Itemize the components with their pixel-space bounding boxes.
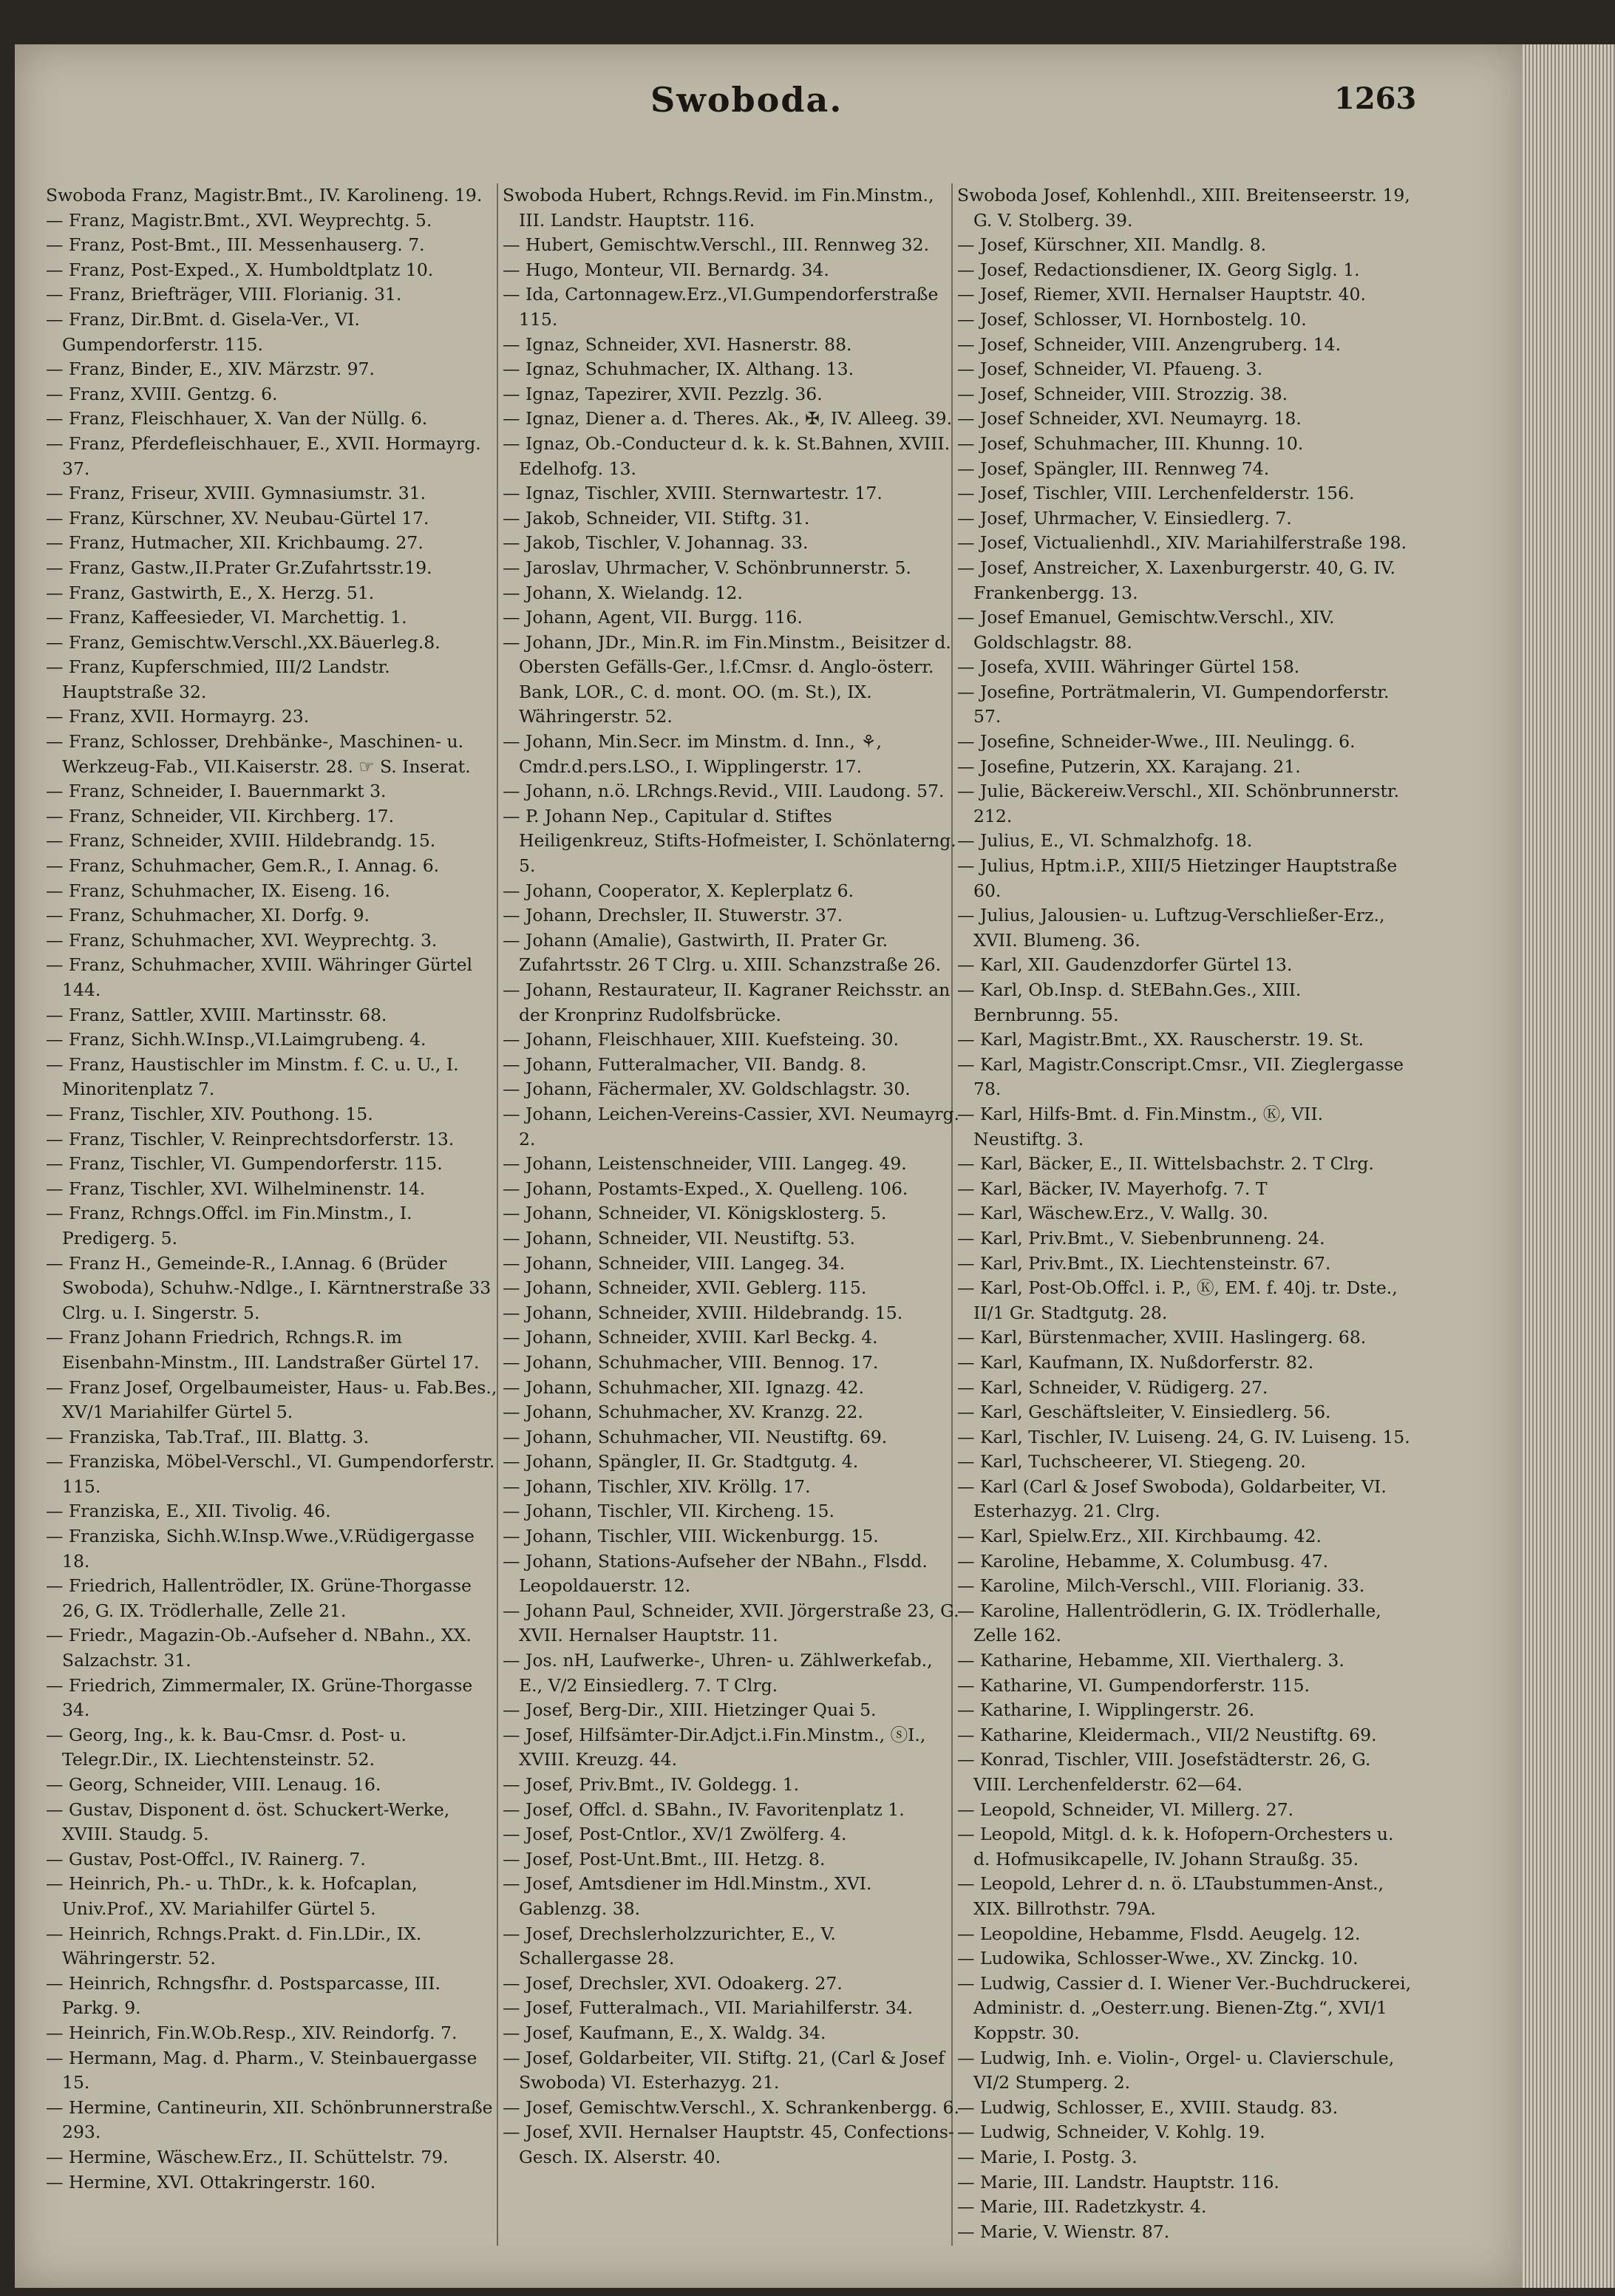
directory-entry: — Franz, Tischler, VI. Gumpendorferstr. 115. <box>46 1153 443 1175</box>
directory-entry: — Leopold, Schneider, VI. Millerg. 27. <box>957 1799 1294 1820</box>
directory-entry: — Ignaz, Diener a. d. Theres. Ak., ✠, IV. Alleeg. 39. <box>503 408 953 429</box>
directory-entry: — Ignaz, Schneider, XVI. Hasnerstr. 88. <box>503 333 852 355</box>
directory-entry: — Karl, Magistr.Bmt., XX. Rauscherstr. 19. St. <box>957 1029 1364 1050</box>
directory-entry: — Josef, Uhrmacher, V. Einsiedlerg. 7. <box>957 507 1292 529</box>
directory-entry: — Josef, Kürschner, XII. Mandlg. 8. <box>957 234 1267 256</box>
directory-entry: — Johann, Schneider, VI. Königsklosterg. 5. <box>503 1203 887 1224</box>
directory-entry: Swoboda Hubert, Rchngs.Revid. im Fin.Minstm., III. Landstr. Hauptstr. 116. <box>503 185 934 231</box>
directory-entry: — Ignaz, Tapezirer, XVII. Pezzlg. 36. <box>503 383 823 404</box>
directory-entry: — Franz, Rchngs.Offcl. im Fin.Minstm., I. Predigerg. 5. <box>46 1203 412 1249</box>
directory-entry: — Franz, Kürschner, XV. Neubau-Gürtel 17. <box>46 507 429 529</box>
directory-entry: — Josef, Drechslerholzzurichter, E., V. Schallergasse 28. <box>503 1923 836 1969</box>
directory-entry: — Johann, Tischler, VII. Kircheng. 15. <box>503 1501 834 1522</box>
directory-entry: — Johann, Schneider, XVIII. Hildebrandg. 15. <box>503 1302 903 1323</box>
directory-entry: — Johann, Tischler, XIV. Kröllg. 17. <box>503 1475 811 1497</box>
directory-entry: — Josef, XVII. Hernalser Hauptstr. 45, Confections-Gesch. IX. Alserstr. 40. <box>503 2122 954 2167</box>
directory-entry: — Karl, Wäschew.Erz., V. Wallg. 30. <box>957 1203 1268 1224</box>
directory-entry: — Josefine, Porträtmalerin, VI. Gumpendorferstr. 57. <box>957 681 1390 727</box>
directory-entry: — Franz, XVIII. Gentzg. 6. <box>46 383 278 404</box>
directory-entry: — Ludowika, Schlosser-Wwe., XV. Zinckg. 10. <box>957 1948 1359 1969</box>
directory-entry: — Franz, Fleischhauer, X. Van der Nüllg. 6. <box>46 408 428 429</box>
directory-entry: — Friedr., Magazin-Ob.-Aufseher d. NBahn., XX. Salzachstr. 31. <box>46 1625 472 1671</box>
directory-entry: — Karoline, Milch-Verschl., VIII. Florianig. 33. <box>957 1575 1365 1597</box>
directory-entry: — Friedrich, Zimmermaler, IX. Grüne-Thorgasse 34. <box>46 1674 473 1721</box>
directory-entry: — Josef, Berg-Dir., XIII. Hietzinger Quai 5. <box>503 1699 877 1721</box>
directory-entry: — Franz, Schuhmacher, Gem.R., I. Annag. 6. <box>46 855 440 877</box>
directory-entry: — Franz, Schuhmacher, XI. Dorfg. 9. <box>46 905 370 926</box>
directory-entry: — Franz, Hutmacher, XII. Krichbaumg. 27. <box>46 532 424 554</box>
directory-entry: — Franz, Sichh.W.Insp.,VI.Laimgrubeng. 4. <box>46 1029 426 1050</box>
directory-entry: — Josef, Priv.Bmt., IV. Goldegg. 1. <box>503 1774 800 1795</box>
directory-entry: — Jakob, Schneider, VII. Stiftg. 31. <box>503 507 810 529</box>
directory-entry: — Franz, Briefträger, VIII. Florianig. 31. <box>46 284 402 305</box>
directory-entry: — Ludwig, Inh. e. Violin-, Orgel- u. Clavierschule, VI/2 Stumperg. 2. <box>957 2047 1395 2093</box>
directory-entry: — Franziska, Tab.Traf., III. Blattg. 3. <box>46 1426 370 1447</box>
directory-entry: — Franz, Sattler, XVIII. Martinsstr. 68. <box>46 1004 387 1025</box>
directory-entry: — Josef, Amtsdiener im Hdl.Minstm., XVI. Gablenzg. 38. <box>503 1873 872 1919</box>
directory-entry: — Johann, Schuhmacher, XV. Kranzg. 22. <box>503 1402 863 1423</box>
directory-entry: — Marie, I. Postg. 3. <box>957 2146 1138 2167</box>
column-3 <box>957 183 1414 2244</box>
directory-entry: — Karl, Bäcker, IV. Mayerhofg. 7. T <box>957 1178 1268 1199</box>
directory-entry: — Franziska, Möbel-Verschl., VI. Gumpendorferstr. 115. <box>46 1451 495 1497</box>
directory-entry: — Johann, Min.Secr. im Minstm. d. Inn., ⚘, Cmdr.d.pers.LSO., I. Wipplingerstr. 17. <box>503 731 883 777</box>
directory-entry: — Franz, Haustischler im Minstm. f. C. u. U., I. Minoritenplatz 7. <box>46 1053 459 1100</box>
directory-entry: — Franz, Gemischtw.Verschl.,XX.Bäuerleg.8. <box>46 631 441 653</box>
column-2 <box>503 183 959 2170</box>
directory-entry: — Franz, Post-Bmt., III. Messenhauserg. 7. <box>46 234 425 256</box>
directory-entry: — Johann, Schneider, XVIII. Karl Beckg. 4. <box>503 1327 878 1348</box>
directory-entry: — Julius, Jalousien- u. Luftzug-Verschließer-Erz., XVII. Blumeng. 36. <box>957 905 1385 951</box>
directory-entry: — Karl, Hilfs-Bmt. d. Fin.Minstm., Ⓚ, VII. Neustiftg. 3. <box>957 1103 1324 1149</box>
directory-entry: — Johann, Leichen-Vereins-Cassier, XVI. Neumayrg. 2. <box>503 1103 959 1149</box>
directory-entry: — Franz, Kaffeesieder, VI. Marchettig. 1. <box>46 607 407 628</box>
directory-entry: — Josef, Anstreicher, X. Laxenburgerstr. 40, G. IV. Frankenbergg. 13. <box>957 557 1395 603</box>
directory-entry: — Karl, Geschäftsleiter, V. Einsiedlerg. 56. <box>957 1402 1331 1423</box>
directory-entry: — Franz H., Gemeinde-R., I.Annag. 6 (Brüder Swoboda), Schuhw.-Ndlge., I. Kärntnerstraße 33 Clrg. u. I. Singerstr. 5. <box>46 1252 492 1323</box>
directory-entry: — Josef, Tischler, VIII. Lerchenfelderstr. 156. <box>957 483 1355 504</box>
directory-entry: — Franz, Schuhmacher, XVIII. Währinger Gürtel 144. <box>46 954 473 1000</box>
page-title: Swoboda. <box>650 80 843 120</box>
page-stack-edge <box>1523 44 1615 2288</box>
directory-entry: — Leopoldine, Hebamme, Flsdd. Aeugelg. 12. <box>957 1923 1361 1944</box>
directory-entry: — Johann, Schuhmacher, XII. Ignazg. 42. <box>503 1376 865 1398</box>
directory-entry: — Josefine, Schneider-Wwe., III. Neulingg. 6. <box>957 731 1356 753</box>
directory-entry: — Heinrich, Rchngsfhr. d. Postsparcasse, III. Parkg. 9. <box>46 1972 441 2019</box>
directory-entry: — Johann, n.ö. LRchngs.Revid., VIII. Laudong. 57. <box>503 781 945 802</box>
directory-entry: — Josef, Schuhmacher, III. Khunng. 10. <box>957 432 1304 454</box>
directory-entry: — Franz, Gastwirth, E., X. Herzg. 51. <box>46 582 375 603</box>
directory-entry: — Josef, Offcl. d. SBahn., IV. Favoritenplatz 1. <box>503 1799 905 1820</box>
directory-entry: — Ida, Cartonnagew.Erz.,VI.Gumpendorferstraße 115. <box>503 284 939 330</box>
directory-entry: — Karl, Bäcker, E., II. Wittelsbachstr. 2. T Clrg. <box>957 1153 1374 1175</box>
directory-entry: — Katharine, Hebamme, XII. Vierthalerg. 3. <box>957 1650 1344 1671</box>
directory-entry: — Josef Schneider, XVI. Neumayrg. 18. <box>957 408 1302 429</box>
directory-entry: — Hermann, Mag. d. Pharm., V. Steinbauergasse 15. <box>46 2047 477 2093</box>
directory-entry: — Karl, Magistr.Conscript.Cmsr., VII. Zieglergasse 78. <box>957 1053 1404 1100</box>
directory-entry: — Johann, Cooperator, X. Keplerplatz 6. <box>503 880 854 901</box>
directory-entry: — Georg, Schneider, VIII. Lenaug. 16. <box>46 1774 381 1795</box>
directory-entry: — Karl (Carl & Josef Swoboda), Goldarbeiter, VI. Esterhazyg. 21. Clrg. <box>957 1475 1387 1522</box>
directory-entry: — Johann, Leistenschneider, VIII. Langeg. 49. <box>503 1153 907 1175</box>
directory-entry: — Jaroslav, Uhrmacher, V. Schönbrunnerstr. 5. <box>503 557 911 578</box>
directory-entry: — Franz Johann Friedrich, Rchngs.R. im Eisenbahn-Minstm., III. Landstraßer Gürtel 17. <box>46 1327 480 1373</box>
directory-entry: — Franz, Tischler, XIV. Pouthong. 15. <box>46 1103 373 1124</box>
directory-entry: — Julie, Bäckereiw.Verschl., XII. Schönbrunnerstr. 212. <box>957 781 1400 826</box>
directory-entry: — Franz, Binder, E., XIV. Märzstr. 97. <box>46 359 375 380</box>
directory-entry: — Marie, V. Wienstr. 87. <box>957 2221 1170 2242</box>
directory-entry: — Franz, Tischler, V. Reinprechtsdorferstr. 13. <box>46 1128 455 1149</box>
directory-entry: — Franziska, Sichh.W.Insp.Wwe.,V.Rüdigergasse 18. <box>46 1526 475 1572</box>
directory-entry: — Ludwig, Schneider, V. Kohlg. 19. <box>957 2122 1265 2143</box>
directory-entry: — Josef, Post-Cntlor., XV/1 Zwölferg. 4. <box>503 1824 847 1845</box>
directory-entry: — Ignaz, Ob.-Conducteur d. k. k. St.Bahnen, XVIII. Edelhofg. 13. <box>503 432 951 479</box>
directory-entry: — Johann, X. Wielandg. 12. <box>503 582 743 603</box>
directory-entry: — Heinrich, Rchngs.Prakt. d. Fin.LDir., IX. Währingerstr. 52. <box>46 1923 422 1969</box>
directory-entry: — Johann, Fleischhauer, XIII. Kuefsteing. 30. <box>503 1029 899 1050</box>
directory-entry: — Ludwig, Schlosser, E., XVIII. Staudg. 83. <box>957 2096 1339 2118</box>
directory-entry: — Julius, Hptm.i.P., XIII/5 Hietzinger Hauptstraße 60. <box>957 855 1398 901</box>
directory-entry: — Franz, Schlosser, Drehbänke-, Maschinen- u. Werkzeug-Fab., VII.Kaiserstr. 28. ☞ S. Inserat. <box>46 731 471 777</box>
directory-entry: — Franz, Magistr.Bmt., XVI. Weyprechtg. 5. <box>46 209 432 231</box>
directory-entry: — Franz, Kupferschmied, III/2 Landstr. Hauptstraße 32. <box>46 656 390 702</box>
directory-entry: — Georg, Ing., k. k. Bau-Cmsr. d. Post- u. Telegr.Dir., IX. Liechtensteinstr. 52. <box>46 1724 407 1770</box>
directory-entry: Swoboda Franz, Magistr.Bmt., IV. Karolineng. 19. <box>46 185 483 206</box>
directory-entry: — Josef, Gemischtw.Verschl., X. Schrankenbergg. 6. <box>503 2096 959 2118</box>
directory-entry: — Josef, Schneider, VIII. Anzengruberg. 14. <box>957 333 1342 355</box>
directory-entry: — Johann, Futteralmacher, VII. Bandg. 8. <box>503 1053 867 1075</box>
directory-entry: — Katharine, VI. Gumpendorferstr. 115. <box>957 1674 1310 1696</box>
directory-entry: — Johann, Postamts-Exped., X. Quelleng. 106. <box>503 1178 908 1199</box>
directory-entry: — Hubert, Gemischtw.Verschl., III. Rennweg 32. <box>503 234 930 256</box>
directory-entry: — Ignaz, Tischler, XVIII. Sternwartestr. 17. <box>503 483 883 504</box>
directory-entry: — Franz, Dir.Bmt. d. Gisela-Ver., VI. Gumpendorferstr. 115. <box>46 308 360 355</box>
directory-entry: — Karl, Post-Ob.Offcl. i. P., Ⓚ, EM. f. 40j. tr. Dste., II/1 Gr. Stadtgutg. 28. <box>957 1277 1398 1323</box>
directory-entry: — Johann, Spängler, II. Gr. Stadtgutg. 4. <box>503 1451 859 1473</box>
directory-entry: — Josef, Drechsler, XVI. Odoakerg. 27. <box>503 1972 843 1994</box>
directory-entry: — P. Johann Nep., Capitular d. Stiftes Heiligenkreuz, Stifts-Hofmeister, I. Schönlaterng. 5. <box>503 805 956 877</box>
directory-entry: — Hermine, Cantineurin, XII. Schönbrunnerstraße 293. <box>46 2096 493 2143</box>
directory-entry: — Josef, Schlosser, VI. Hornbostelg. 10. <box>957 308 1307 330</box>
directory-entry: — Johann (Amalie), Gastwirth, II. Prater Gr. Zufahrtsstr. 26 T Clrg. u. XIII. Schanzstraße 26. <box>503 929 942 976</box>
directory-entry: — Franz, Schuhmacher, XVI. Weyprechtg. 3. <box>46 929 438 951</box>
directory-entry: — Franz, Schneider, VII. Kirchberg. 17. <box>46 805 395 826</box>
directory-entry: — Karl, Priv.Bmt., V. Siebenbrunneng. 24. <box>957 1227 1325 1249</box>
directory-entry: — Josef, Riemer, XVII. Hernalser Hauptstr. 40. <box>957 284 1366 305</box>
directory-entry: — Franz, Tischler, XVI. Wilhelminenstr. 14. <box>46 1178 426 1199</box>
directory-entry: — Johann, Tischler, VIII. Wickenburgg. 15. <box>503 1526 879 1547</box>
directory-entry: — Josef, Spängler, III. Rennweg 74. <box>957 458 1270 479</box>
directory-entry: — Josef, Victualienhdl., XIV. Mariahilferstraße 198. <box>957 532 1407 554</box>
directory-entry: — Johann Paul, Schneider, XVII. Jörgerstraße 23, G. XVII. Hernalser Hauptstr. 11. <box>503 1600 959 1646</box>
directory-entry: — Karl, Tischler, IV. Luiseng. 24, G. IV. Luiseng. 15. <box>957 1426 1410 1447</box>
directory-entry: — Karoline, Hallentrödlerin, G. IX. Trödlerhalle, Zelle 162. <box>957 1600 1381 1646</box>
directory-entry: — Leopold, Mitgl. d. k. k. Hofopern-Orchesters u. d. Hofmusikcapelle, IV. Johann Straußg. 35. <box>957 1824 1394 1869</box>
directory-entry: — Franz, Pferdefleischhauer, E., XVII. Hormayrg. 37. <box>46 432 481 479</box>
directory-entry: — Jakob, Tischler, V. Johannag. 33. <box>503 532 809 554</box>
directory-entry: — Friedrich, Hallentrödler, IX. Grüne-Thorgasse 26, G. IX. Trödlerhalle, Zelle 21. <box>46 1575 472 1621</box>
directory-entry: — Josef, Schneider, VI. Pfaueng. 3. <box>957 359 1263 380</box>
directory-entry: — Gustav, Post-Offcl., IV. Rainerg. 7. <box>46 1848 366 1869</box>
directory-entry: — Johann, Drechsler, II. Stuwerstr. 37. <box>503 905 843 926</box>
directory-entry: — Heinrich, Ph.- u. ThDr., k. k. Hofcaplan, Univ.Prof., XV. Mariahilfer Gürtel 5. <box>46 1873 418 1919</box>
directory-entry: — Franz, Schuhmacher, IX. Eiseng. 16. <box>46 880 390 901</box>
column-1 <box>46 183 503 2195</box>
directory-entry: — Josef, Futteralmach., VII. Mariahilferstr. 34. <box>503 1997 914 2019</box>
directory-entry: — Johann, Schuhmacher, VII. Neustiftg. 69. <box>503 1426 888 1447</box>
directory-entry: — Karl, Schneider, V. Rüdigerg. 27. <box>957 1376 1268 1398</box>
directory-entry: — Franz, Schneider, I. Bauernmarkt 3. <box>46 781 387 802</box>
directory-entry: — Franz, Post-Exped., X. Humboldtplatz 10. <box>46 259 434 280</box>
directory-entry: — Gustav, Disponent d. öst. Schuckert-Werke, XVIII. Staudg. 5. <box>46 1799 450 1845</box>
directory-entry: — Johann, Agent, VII. Burgg. 116. <box>503 607 803 628</box>
directory-entry: — Johann, Schuhmacher, VIII. Bennog. 17. <box>503 1351 879 1373</box>
directory-entry: Swoboda Josef, Kohlenhdl., XIII. Breitenseerstr. 19, G. V. Stolberg. 39. <box>957 185 1410 231</box>
directory-entry: — Josef, Goldarbeiter, VII. Stiftg. 21, (Carl & Josef Swoboda) VI. Esterhazyg. 21. <box>503 2047 945 2093</box>
directory-entry: — Karoline, Hebamme, X. Columbusg. 47. <box>957 1550 1329 1572</box>
directory-entry: — Karl, Bürstenmacher, XVIII. Haslingerg. 68. <box>957 1327 1367 1348</box>
directory-entry: — Johann, JDr., Min.R. im Fin.Minstm., Beisitzer d. Obersten Gefälls-Ger., l.f.Cmsr. d. Anglo-österr. Bank, LOR., C. d. mont. OO. (m. St.), IX. Währingerstr. 52. <box>503 631 951 727</box>
directory-entry: — Josef Emanuel, Gemischtw.Verschl., XIV. Goldschlagstr. 88. <box>957 607 1335 653</box>
directory-entry: — Karl, Tuchscheerer, VI. Stiegeng. 20. <box>957 1451 1306 1473</box>
directory-entry: — Konrad, Tischler, VIII. Josefstädterstr. 26, G. VIII. Lerchenfelderstr. 62—64. <box>957 1749 1371 1795</box>
directory-entry: — Johann, Restaurateur, II. Kagraner Reichsstr. an der Kronprinz Rudolfsbrücke. <box>503 979 951 1025</box>
directory-entry: — Josef, Redactionsdiener, IX. Georg Siglg. 1. <box>957 259 1360 280</box>
directory-entry: — Johann, Stations-Aufseher der NBahn., Flsdd. Leopoldauerstr. 12. <box>503 1550 928 1597</box>
directory-entry: — Ludwig, Cassier d. I. Wiener Ver.-Buchdruckerei, Administr. d. „Oesterr.ung. Bienen-Ztg.“, XVI/1 Koppstr. 30. <box>957 1972 1412 2043</box>
directory-entry: — Franz, Gastw.,II.Prater Gr.Zufahrtsstr.19. <box>46 557 432 578</box>
directory-entry: — Jos. nH, Laufwerke-, Uhren- u. Zählwerkefab., E., V/2 Einsiedlerg. 7. T Clrg. <box>503 1650 933 1696</box>
directory-entry: — Ignaz, Schuhmacher, IX. Althang. 13. <box>503 359 854 380</box>
directory-entry: — Heinrich, Fin.W.Ob.Resp., XIV. Reindorfg. 7. <box>46 2022 458 2043</box>
directory-entry: — Josef, Post-Unt.Bmt., III. Hetzg. 8. <box>503 1848 826 1869</box>
directory-entry: — Josef, Hilfsämter-Dir.Adjct.i.Fin.Minstm., ⓢI., XVIII. Kreuzg. 44. <box>503 1724 926 1770</box>
directory-entry: — Karl, Ob.Insp. d. StEBahn.Ges., XIII. Bernbrunng. 55. <box>957 979 1302 1025</box>
directory-entry: — Marie, III. Radetzkystr. 4. <box>957 2196 1207 2218</box>
directory-entry: — Josefine, Putzerin, XX. Karajang. 21. <box>957 755 1301 777</box>
directory-entry: — Leopold, Lehrer d. n. ö. LTaubstummen-Anst., XIX. Billrothstr. 79A. <box>957 1873 1384 1919</box>
directory-entry: — Katharine, Kleidermach., VII/2 Neustiftg. 69. <box>957 1724 1377 1745</box>
directory-entry: — Johann, Fächermaler, XV. Goldschlagstr. 30. <box>503 1079 911 1100</box>
directory-entry: — Johann, Schneider, XVII. Geblerg. 115. <box>503 1277 867 1299</box>
directory-entry: — Josef, Schneider, VIII. Strozzig. 38. <box>957 383 1288 404</box>
directory-entry: — Franz, XVII. Hormayrg. 23. <box>46 706 310 727</box>
directory-entry: — Marie, III. Landstr. Hauptstr. 116. <box>957 2171 1279 2193</box>
directory-entry: — Hermine, Wäschew.Erz., II. Schüttelstr. 79. <box>46 2146 449 2167</box>
directory-entry: — Franz, Schneider, XVIII. Hildebrandg. 15. <box>46 830 436 852</box>
directory-entry: — Johann, Schneider, VIII. Langeg. 34. <box>503 1252 846 1274</box>
directory-entry: — Franz, Friseur, XVIII. Gymnasiumstr. 31. <box>46 483 426 504</box>
page-number: 1263 <box>1334 81 1417 116</box>
directory-entry: — Karl, XII. Gaudenzdorfer Gürtel 13. <box>957 954 1293 976</box>
directory-entry: — Franziska, E., XII. Tivolig. 46. <box>46 1501 331 1522</box>
directory-entry: — Hermine, XVI. Ottakringerstr. 160. <box>46 2171 376 2193</box>
directory-entry: — Johann, Schneider, VII. Neustiftg. 53. <box>503 1227 855 1249</box>
directory-entry: — Karl, Spielw.Erz., XII. Kirchbaumg. 42. <box>957 1526 1322 1547</box>
directory-entry: — Franz Josef, Orgelbaumeister, Haus- u. Fab.Bes., XV/1 Mariahilfer Gürtel 5. <box>46 1376 497 1423</box>
directory-entry: — Karl, Kaufmann, IX. Nußdorferstr. 82. <box>957 1351 1314 1373</box>
directory-entry: — Julius, E., VI. Schmalzhofg. 18. <box>957 830 1253 852</box>
directory-entry: — Hugo, Monteur, VII. Bernardg. 34. <box>503 259 829 280</box>
directory-entry: — Karl, Priv.Bmt., IX. Liechtensteinstr. 67. <box>957 1252 1331 1274</box>
directory-entry: — Josefa, XVIII. Währinger Gürtel 158. <box>957 656 1300 678</box>
directory-entry: — Katharine, I. Wipplingerstr. 26. <box>957 1699 1255 1721</box>
directory-entry: — Josef, Kaufmann, E., X. Waldg. 34. <box>503 2022 826 2043</box>
